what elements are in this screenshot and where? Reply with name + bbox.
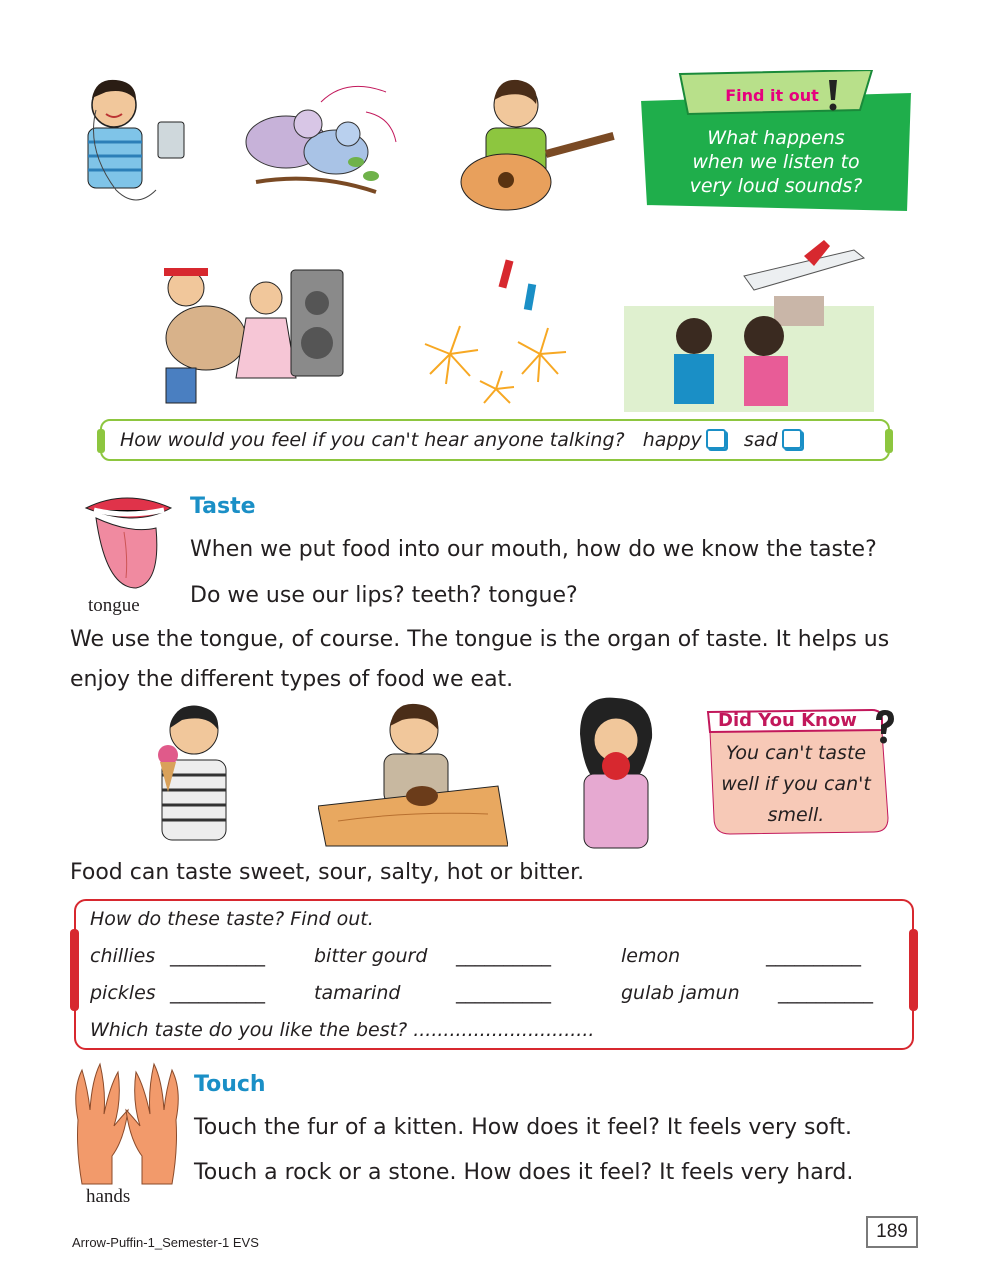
did-you-know-box bbox=[706, 708, 891, 836]
find-it-out-question-line1: What happens bbox=[707, 127, 845, 149]
item-lemon: lemon bbox=[621, 945, 681, 967]
hearing-question-text: How would you feel if you can't hear anyone talking? bbox=[120, 429, 625, 451]
boy-listening-music-illustration bbox=[66, 70, 196, 212]
sad-checkbox[interactable] bbox=[782, 429, 802, 449]
taste-line1: When we put food into our mouth, how do we know the taste? bbox=[190, 537, 877, 562]
find-it-out-box bbox=[640, 70, 912, 212]
taste-types-line: Food can taste sweet, sour, salty, hot or bitter. bbox=[70, 860, 585, 885]
happy-checkbox[interactable] bbox=[706, 429, 726, 449]
did-you-know-title: Did You Know bbox=[718, 710, 857, 731]
item-gulab-jamun: gulab jamun bbox=[621, 982, 740, 1004]
taste-line2: Do we use our lips? teeth? tongue? bbox=[190, 583, 578, 608]
hands-illustration bbox=[68, 1060, 186, 1188]
taste-line3: We use the tongue, of course. The tongue is the organ of taste. It helps us bbox=[70, 627, 890, 652]
strip-tab-right bbox=[885, 429, 893, 453]
blank-lemon[interactable]: __________ bbox=[766, 945, 861, 967]
tongue-illustration bbox=[76, 488, 176, 596]
boy-eating-at-table-illustration bbox=[318, 696, 508, 848]
girl-eating-apple-illustration bbox=[560, 694, 670, 850]
drum-and-speaker-illustration bbox=[136, 258, 346, 408]
blank-gulab-jamun[interactable]: __________ bbox=[778, 982, 873, 1004]
did-you-know-line3: smell. bbox=[767, 804, 825, 826]
item-bitter-gourd: bitter gourd bbox=[314, 945, 428, 967]
taste-line4: enjoy the different types of food we eat. bbox=[70, 667, 514, 692]
blank-pickles[interactable]: __________ bbox=[170, 982, 265, 1004]
did-you-know-line1: You can't taste bbox=[725, 742, 867, 764]
taste-box-tab-right bbox=[909, 929, 918, 1011]
taste-box-prompt: How do these taste? Find out. bbox=[90, 908, 374, 930]
fireworks-illustration bbox=[410, 254, 580, 414]
taste-activity-box bbox=[74, 899, 914, 1050]
strip-tab-left bbox=[97, 429, 105, 453]
page-number: 189 bbox=[866, 1216, 918, 1248]
boy-playing-guitar-illustration bbox=[436, 70, 616, 215]
did-you-know-line2: well if you can't bbox=[721, 773, 871, 795]
exclamation-icon bbox=[826, 80, 840, 112]
blank-tamarind[interactable]: __________ bbox=[456, 982, 551, 1004]
option-sad-label: sad bbox=[743, 429, 778, 451]
taste-heading: Taste bbox=[190, 494, 256, 519]
item-tamarind: tamarind bbox=[314, 982, 401, 1004]
tongue-caption: tongue bbox=[88, 595, 140, 616]
option-happy-label: happy bbox=[642, 429, 702, 451]
boy-eating-icecream-illustration bbox=[142, 700, 242, 845]
item-pickles: pickles bbox=[90, 982, 156, 1004]
touch-line2: Touch a rock or a stone. How does it feel? It feels very hard. bbox=[194, 1160, 854, 1185]
hearing-question-strip bbox=[100, 419, 890, 461]
taste-box-tab-left bbox=[70, 929, 79, 1011]
find-it-out-label: Find it out bbox=[725, 86, 819, 105]
blank-bitter-gourd[interactable]: __________ bbox=[456, 945, 551, 967]
hands-caption: hands bbox=[86, 1186, 131, 1207]
blank-chillies[interactable]: __________ bbox=[170, 945, 265, 967]
favorite-taste-question: Which taste do you like the best? .............................. bbox=[90, 1019, 595, 1041]
touch-heading: Touch bbox=[194, 1072, 266, 1097]
birds-singing-illustration bbox=[216, 72, 406, 212]
find-it-out-question-line2: when we listen to bbox=[692, 151, 860, 173]
airplane-and-children-illustration bbox=[624, 236, 874, 412]
touch-line1: Touch the fur of a kitten. How does it feel? It feels very soft. bbox=[194, 1115, 852, 1140]
book-footer: Arrow-Puffin-1_Semester-1 EVS bbox=[72, 1235, 259, 1250]
item-chillies: chillies bbox=[90, 945, 156, 967]
find-it-out-question-line3: very loud sounds? bbox=[689, 175, 863, 197]
